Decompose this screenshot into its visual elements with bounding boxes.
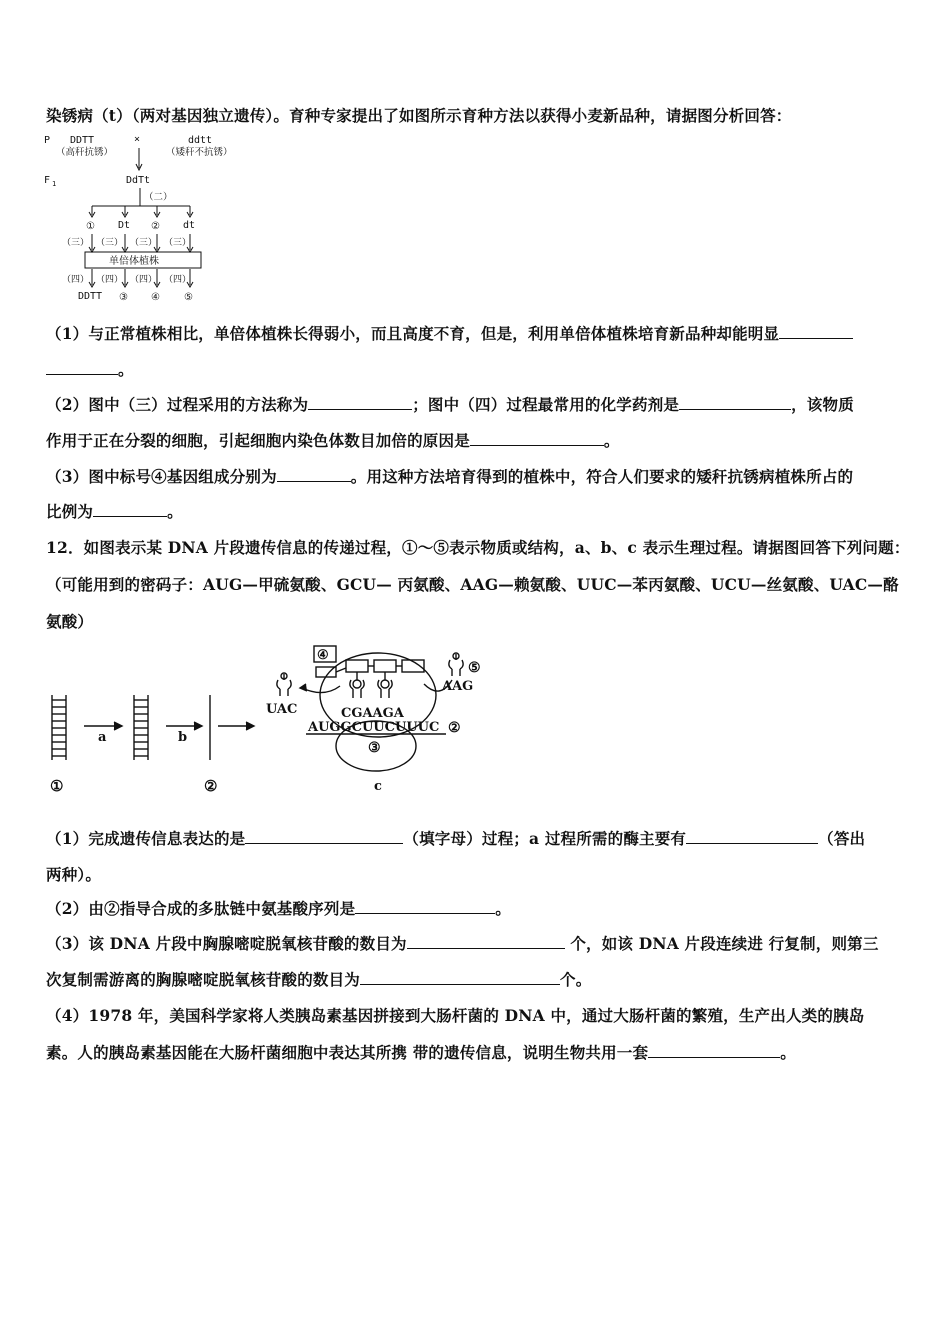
mrna-label: ② [448,720,461,736]
result-4: ⑤ [184,292,193,303]
figure-label-1: ① [50,777,64,795]
answer-blank-6[interactable] [93,502,167,517]
answer-blank-11[interactable] [360,970,560,985]
q12-part4-line2: 素。人的胰岛素基因能在大肠杆菌细胞中表达其所携 带的遗传信息，说明生物共用一套 。 [46,1043,796,1062]
answer-blank-10[interactable] [407,934,565,949]
gamete-3: ② [151,221,160,232]
gamete-4: dt [183,220,196,231]
answer-blank-3[interactable] [679,395,791,410]
gamete-1: ① [86,221,95,232]
parent1: DDTT [70,135,95,146]
answer-blank-4[interactable] [470,431,604,446]
q12-part1-line1: （1）完成遗传信息表达的是 （填字母）过程；a 过程所需的酶主要有 （答出 [46,829,866,848]
parent2: ddtt [188,135,213,146]
arrow-b-label: b [178,730,188,745]
q11-part3-line1: （3）图中标号④基因组成分别为 。用这种方法培育得到的植株中，符合人们要求的矮秆抗锈病植株所占的 [46,467,854,486]
answer-blank-7[interactable] [245,829,403,844]
f1-sub: 1 [52,180,57,188]
answer-blank-12[interactable] [648,1043,780,1058]
gene-expression-figure [44,640,484,800]
result-1: DDTT [78,291,103,302]
parent1-note: （高秆抗锈） [56,147,114,158]
arrow-a-label: a [98,730,107,745]
q12-part4-line1: （4）1978 年，美国科学家将人类胰岛素基因拼接到大肠杆菌的 DNA 中，通过大肠杆菌的繁殖，生产出人类的胰岛 [46,1006,865,1025]
step2-label: （二） [144,192,173,203]
figure-label-3: ③ [368,740,381,756]
step4-label-2: （四） [96,275,124,285]
figure-label-2: ② [204,777,218,795]
q11-part2-line2: 作用于正在分裂的细胞，引起细胞内染色体数目加倍的原因是 。 [46,431,620,450]
gamete-2: Dt [118,220,131,231]
breeding-diagram [40,128,300,308]
mrna-sequence: AUGGCUUCUUUC [308,720,440,735]
intro-text: 染锈病（t）（两对基因独立遗传）。育种专家提出了如图所示育种方法以获得小麦新品种，请据图分析回答： [46,106,792,125]
q12-codons-line2: 氨酸） [46,612,94,631]
answer-blank-1[interactable] [779,324,853,339]
step3-label-2: （三） [96,238,124,248]
q12-codons-line1: （可能用到的密码子：AUG—甲硫氨酸、GCU— 丙氨酸、AAG—赖氨酸、UUC—苯丙氨酸、UCU—丝氨酸、UAC—酪 [46,575,899,594]
result-2: ③ [119,292,128,303]
trna-aag: AAG [442,679,474,694]
step3-label-3: （三） [130,238,158,248]
answer-blank-5[interactable] [277,467,351,482]
step4-label-1: （四） [62,275,90,285]
trna-uac: UAC [266,702,298,717]
q11-part3-line2: 比例为 。 [46,502,183,521]
step3-label-1: （三） [62,238,90,248]
q12-part3-line2: 次复制需游离的胸腺嘧啶脱氧核苷酸的数目为 个。 [46,970,592,989]
q12-part1-line2: 两种）。 [46,865,102,884]
step4-label-4: （四） [164,275,192,285]
q12-part2: （2）由②指导合成的多肽链中氨基酸序列是 。 [46,899,511,918]
result-3: ④ [151,292,160,303]
f1-genotype: DdTt [126,175,151,186]
answer-blank-8[interactable] [686,829,818,844]
figure-label-4: ④ [317,648,329,663]
step3-label-4: （三） [164,238,192,248]
cross-symbol: × [134,134,141,145]
q11-part1-line1: （1）与正常植株相比，单倍体植株长得弱小，而且高度不育，但是，利用单倍体植株培育新品种却能明显 [46,322,853,344]
f1-label: F [44,175,51,186]
haploid-label: 单倍体植株 [109,256,159,267]
parent2-note: （矮秆不抗锈） [166,147,233,158]
q12-heading: 12．如图表示某 DNA 片段遗传信息的传递过程，①～⑤表示物质或结构，a、b、c 表示生理过程。请据图回答下列问题： [46,538,910,557]
answer-blank-9[interactable] [355,899,495,914]
answer-blank-1b[interactable] [46,360,118,375]
step4-label-3: （四） [130,275,158,285]
process-c-label: c [374,779,382,794]
q11-part2-line1: （2）图中（三）过程采用的方法称为 ；图中（四）过程最常用的化学药剂是 ，该物质 [46,395,854,414]
figure-label-5: ⑤ [468,660,481,676]
q12-part3-line1: （3）该 DNA 片段中胸腺嘧啶脱氧核苷酸的数目为 个，如该 DNA 片段连续进 行复制，则第三 [46,934,879,953]
q11-part1-line2: 。 [46,358,134,380]
p-label: P [44,135,51,146]
answer-blank-2[interactable] [308,395,412,410]
anticodon-text: CGAAGA [341,706,404,721]
